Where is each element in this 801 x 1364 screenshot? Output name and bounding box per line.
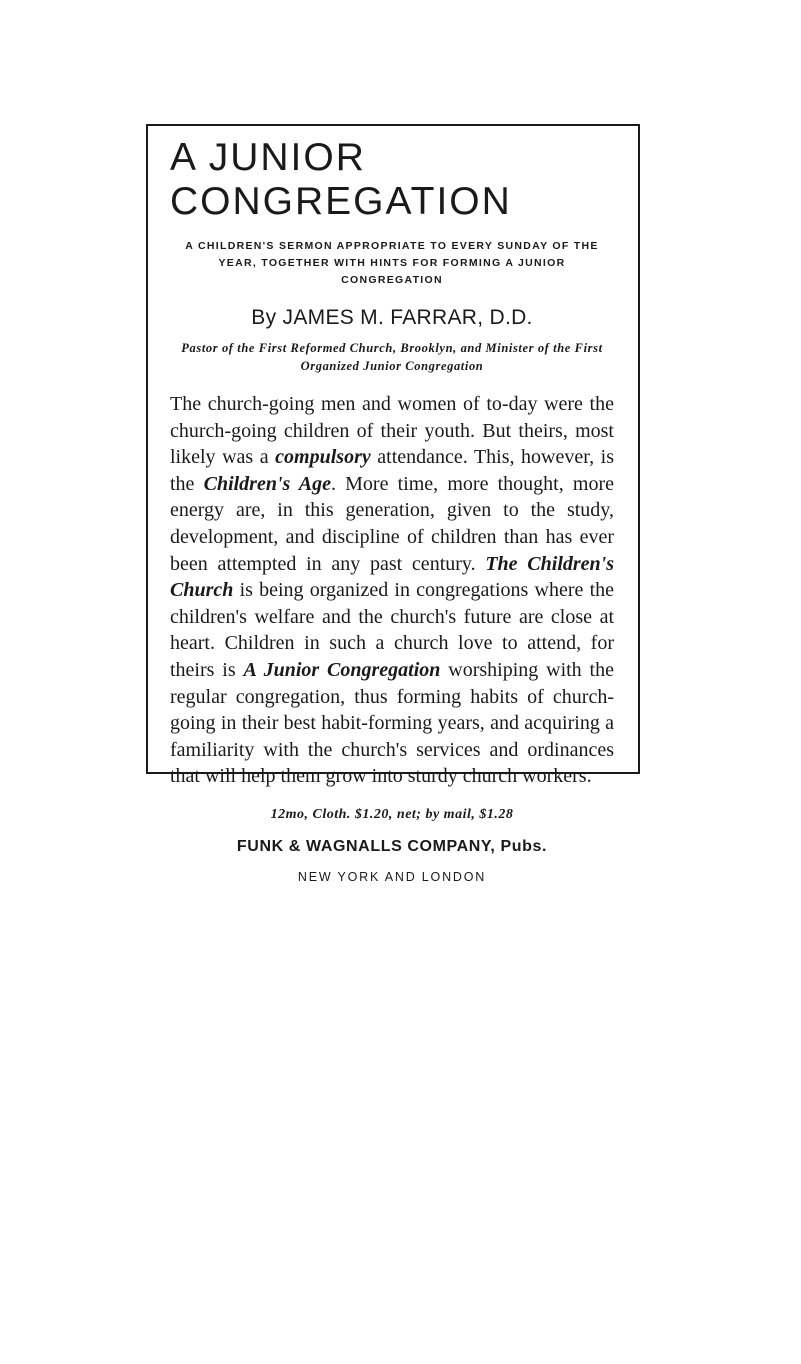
author-credentials: Pastor of the First Reformed Church, Brooklyn, and Minister of the First Organized Junior Congregation (181, 341, 603, 373)
book-title (170, 136, 614, 224)
description-emphasis: A Junior Congregation (243, 658, 441, 681)
description-text: attendance. This, however, is the (170, 446, 615, 495)
description-text: is being organized in congregations where the children's welfare and the church's future are close at heart. Children in such a church love to attend, for theirs is (170, 579, 614, 681)
book-subtitle: A CHILDREN'S SERMON APPROPRIATE TO EVERY SUNDAY OF THE YEAR, TOGETHER WITH HINTS FOR FORMING A JUNIOR CONGREGATION (185, 240, 599, 286)
book-title-line-2: CONGREGATION (170, 180, 512, 223)
price-line: 12mo, Cloth. $1.20, net; by mail, $1.28 (270, 806, 514, 822)
advertisement-box (146, 124, 640, 884)
publisher-name: FUNK & WAGNALLS COMPANY, Pubs. (236, 837, 548, 855)
author-byline: By JAMES M. FARRAR, D.D. (251, 306, 533, 329)
book-description (170, 391, 614, 790)
description-text: worshiping with the regular congregation, thus forming habits of church-going in their best habit-forming years, and acquiring a familiarity with the church's services and ordinances that will help them grow into sturdy church workers. (170, 658, 614, 788)
publisher-location: NEW YORK AND LONDON (297, 869, 487, 884)
description-text: . More time, more thought, more energy are, in this generation, given to the study, development, and discipline of children than has ever been attempted in any past century. (170, 472, 614, 575)
description-emphasis: Children's Age (203, 472, 331, 495)
book-title-line-1: A JUNIOR (170, 136, 366, 179)
description-emphasis: compulsory (275, 446, 371, 469)
description-text: The church-going men and women of to-day were the church-going children of their youth. But theirs, most likely was a (170, 393, 614, 469)
description-emphasis: The Children's Church (170, 552, 614, 602)
